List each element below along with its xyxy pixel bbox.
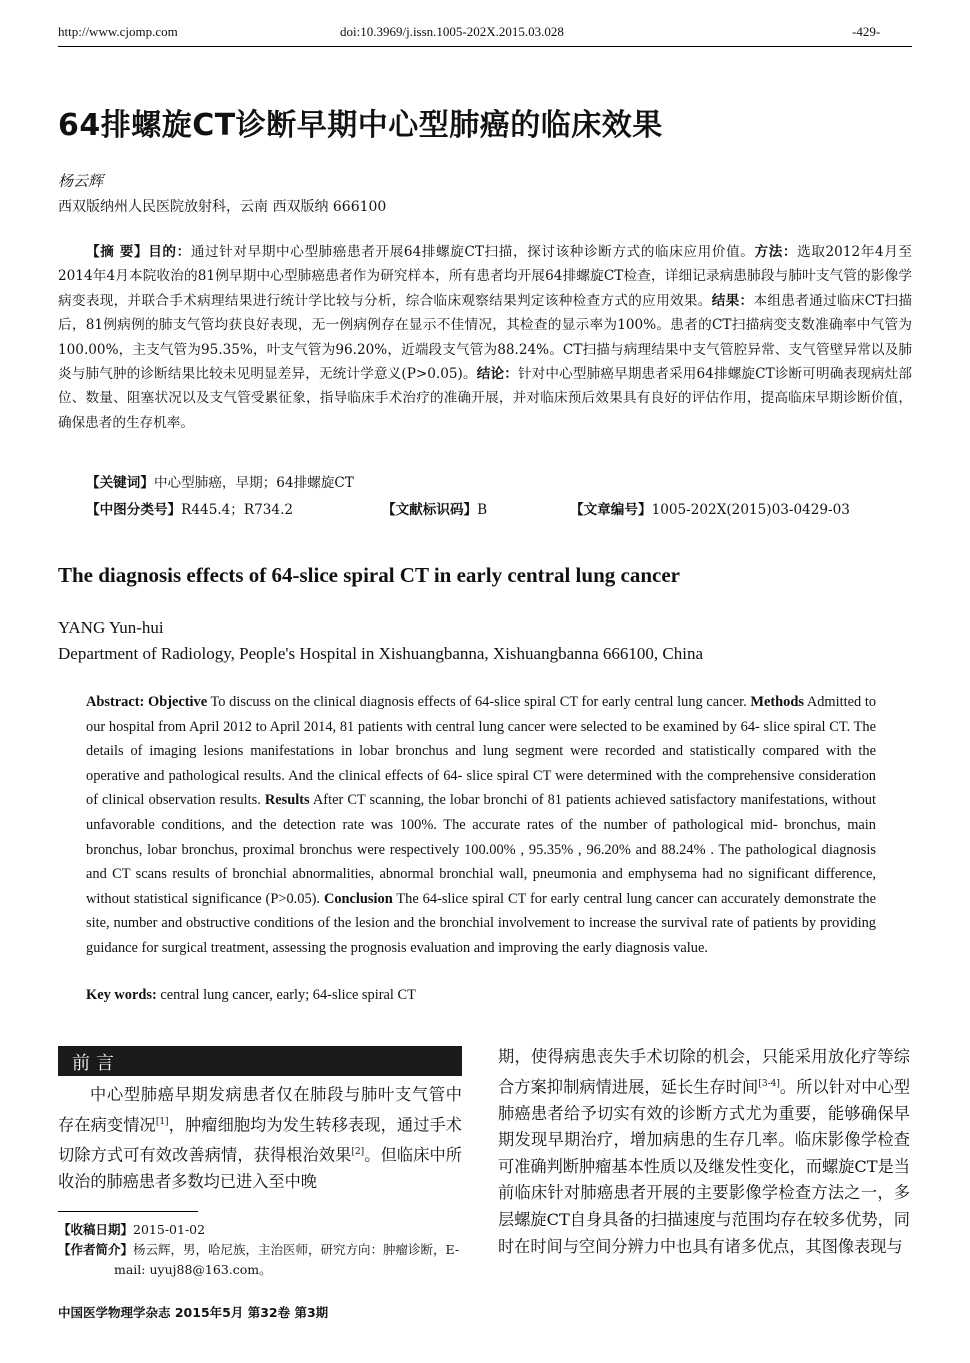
section-heading-bar [58,1046,462,1076]
article-title-en: The diagnosis effects of 64-slice spiral CT in early central lung cancer [58,563,680,587]
section-heading: 前言 [72,1053,120,1074]
clc-code [86,498,293,518]
results-label-cn: 结果： [711,292,754,309]
clc-label: 【中图分类号】 [86,502,182,518]
header-url: http://www.cjomp.com [58,24,178,39]
methods-label-cn: 方法： [754,244,798,260]
results-label-en: Results [264,792,310,809]
methods-text-en: Admitted to our hospital from April 2012 to April 2014, 81 patients with central lung cancer were selected to be examined by 64- slice spiral CT. The details of imaging lesions manifestations in lobar bronchus and lung segment were recorded and statistically compared with the operative and pathological results. And the clinical effects of 64- slice spiral CT were determined with the comprehensive consideration of clinical observation results. [86,694,877,809]
doc-value: B [477,502,488,518]
bio-text: 杨云辉，男，哈尼族，主治医师，研究方向：肿瘤诊断，E- [133,1242,460,1257]
received-value: 2015-01-02 [133,1222,206,1237]
body-text: 。所以针对中心型肺癌患者给予切实有效的诊断方式尤为重要，能够确保早期发现早期治疗，增加病患的生存几率。临床影像学检查可准确判断肿瘤基本性质以及继发性变化，而螺旋CT是当前临床针对肺癌患者开展的主要影像学检查方法之一，多层螺旋CT自身具备的扫描速度与范围均存在较多优势，同时在时间与空间分辨力中也具有诸多优点，其图像表现与 [498,1076,911,1256]
conclusion-label-cn: 结论： [476,366,518,383]
results-text-cn: 本组患者通过临床CT扫描后，81例病例的肺支气管均获良好表现，无一例病例存在显示不佳情况，其检查的显示率为100%。患者的CT扫描病变支数准确率中气管为100.00%，主支气管为95.35%，叶支气管为96.20%，近端段支气管为88.24%。CT扫描与病理结果中支气管腔异常、支气管壁异常以及肺炎与肺气肿的诊断结果比较未见明显差异，无统计学意义(P>0.05)。 [58,292,913,383]
results-text-en: After CT scanning, the lobar bronchi of 81 patients achieved satisfactory manifestations, without unfavorable conditions, and the detection rate was 100%. The accurate rates of the number of pathological mid- bronchus, main bronchus, lobar bronchus, proximal bronchus were respectively 100.00% , 95.35% , 96.20% and 88.24% . The pathological diagnosis and CT scans results of bronchial abnormalities, abnormal bronchial wall, pneumonia and emphysema had no significant difference, without statistical significance (P>0.05). [86,792,876,907]
affiliation-en: Department of Radiology, People's Hospital in Xishuangbanna, Xishuangbanna 666100, China [58,644,704,663]
doc-label: 【文献标识码】 [382,502,478,518]
body-text: 中心型肺癌早期发病患者仅在肺段与肺叶支气管中存在病变情况 [58,1085,462,1134]
abstract-en-label: Abstract: [86,694,145,710]
footnote-rule [58,1211,198,1212]
keywords-cn-text: 中心型肺癌，早期；64排螺旋CT [153,475,354,491]
conclusion-label-en: Conclusion [323,890,393,907]
abstract-cn [58,240,912,435]
keywords-en-label: Key words: [86,987,157,1003]
journal-footer: 中国医学物理学杂志 2015年5月 第32卷 第3期 [58,1305,329,1320]
citation-ref: [3-4] [758,1078,780,1089]
header-page-number: -429- [852,24,881,39]
art-value: 1005-202X(2015)03-0429-03 [651,502,850,518]
purpose-text: 通过针对早期中心型肺癌患者开展64排螺旋CT扫描，探讨该种诊断方式的临床应用价值。 [190,244,755,260]
conclusion-text-cn: 针对中心型肺癌早期患者采用64排螺旋CT诊断可明确表现病灶部位、数量、阻塞状况以及支气管受累征象，指导临床手术治疗的准确开展，并对临床预后效果具有良好的评估作用，提高临床早期诊断价值，确保患者的生存机率。 [58,366,913,431]
author-en: YANG Yun-hui [58,618,164,637]
article-title-cn: 64排螺旋CT诊断早期中心型肺癌的临床效果 [58,108,663,143]
author-bio [58,1240,462,1260]
art-label: 【文章编号】 [570,502,652,518]
objective-text: To discuss on the clinical diagnosis effects of 64-slice spiral CT for early central lung cancer. [207,694,751,710]
citation-ref: [1] [155,1116,169,1127]
author-cn: 杨云辉 [58,172,104,190]
footnotes [58,1220,462,1280]
purpose-label: 目的： [148,244,191,260]
body-text: 。但临床中所收治的肺癌患者多数均已进入至中晚 [58,1144,462,1191]
bio-label: 【作者简介】 [58,1242,134,1257]
abstract-cn-label: 【摘 要】 [86,244,149,260]
methods-text-cn: 选取2012年4月至2014年4月本院收治的81例早期中心型肺癌患者作为研究样本，所有患者均开展64排螺旋CT检查，详细记录病患肺段与肺叶支气管的影像学病变表现，并联合手术病理结果进行统计学比较与分析，综合临床观察结果判定该种检查方式的应用效果。 [58,244,913,309]
received-date [58,1220,462,1240]
keywords-en [86,987,416,1004]
keywords-en-text: central lung cancer, early; 64-slice spiral CT [156,987,416,1003]
body-right-column [498,1044,910,1260]
author-email: mail: uyuj88@163.com。 [114,1262,272,1277]
body-left-column [58,1082,462,1195]
keywords-cn-label: 【关键词】 [86,475,154,491]
doc-code [382,498,487,518]
conclusion-text-en: The 64-slice spiral CT for early central lung cancer can accurately demonstrate the site, number and obstructive conditions of the lesion and the bronchial involvement to increase the survival rate of patients by providing guidance for surgical treatment, assessing the prognosis evaluation and improving the early diagnosis value. [86,890,876,956]
body-text: ，肿瘤细胞均为发生转移表现，通过手术切除方式可有效改善病情，获得根治效果 [58,1114,462,1164]
methods-label-en: Methods [750,694,804,710]
header-doi: doi:10.3969/j.issn.1005-202X.2015.03.028 [340,24,564,39]
keywords-cn [86,471,354,491]
objective-label: Objective [148,694,208,710]
clc-value: R445.4；R734.2 [181,502,294,518]
abstract-en [86,690,876,961]
header-rule [58,46,912,47]
affiliation-cn: 西双版纳州人民医院放射科，云南 西双版纳 666100 [58,199,387,215]
citation-ref: [2] [351,1146,365,1157]
received-label: 【收稿日期】 [58,1222,134,1237]
body-text: 期，使得病患丧失手术切除的机会，只能采用放化疗等综合方案抑制病情进展，延长生存时间 [498,1047,910,1096]
article-number [570,498,850,518]
